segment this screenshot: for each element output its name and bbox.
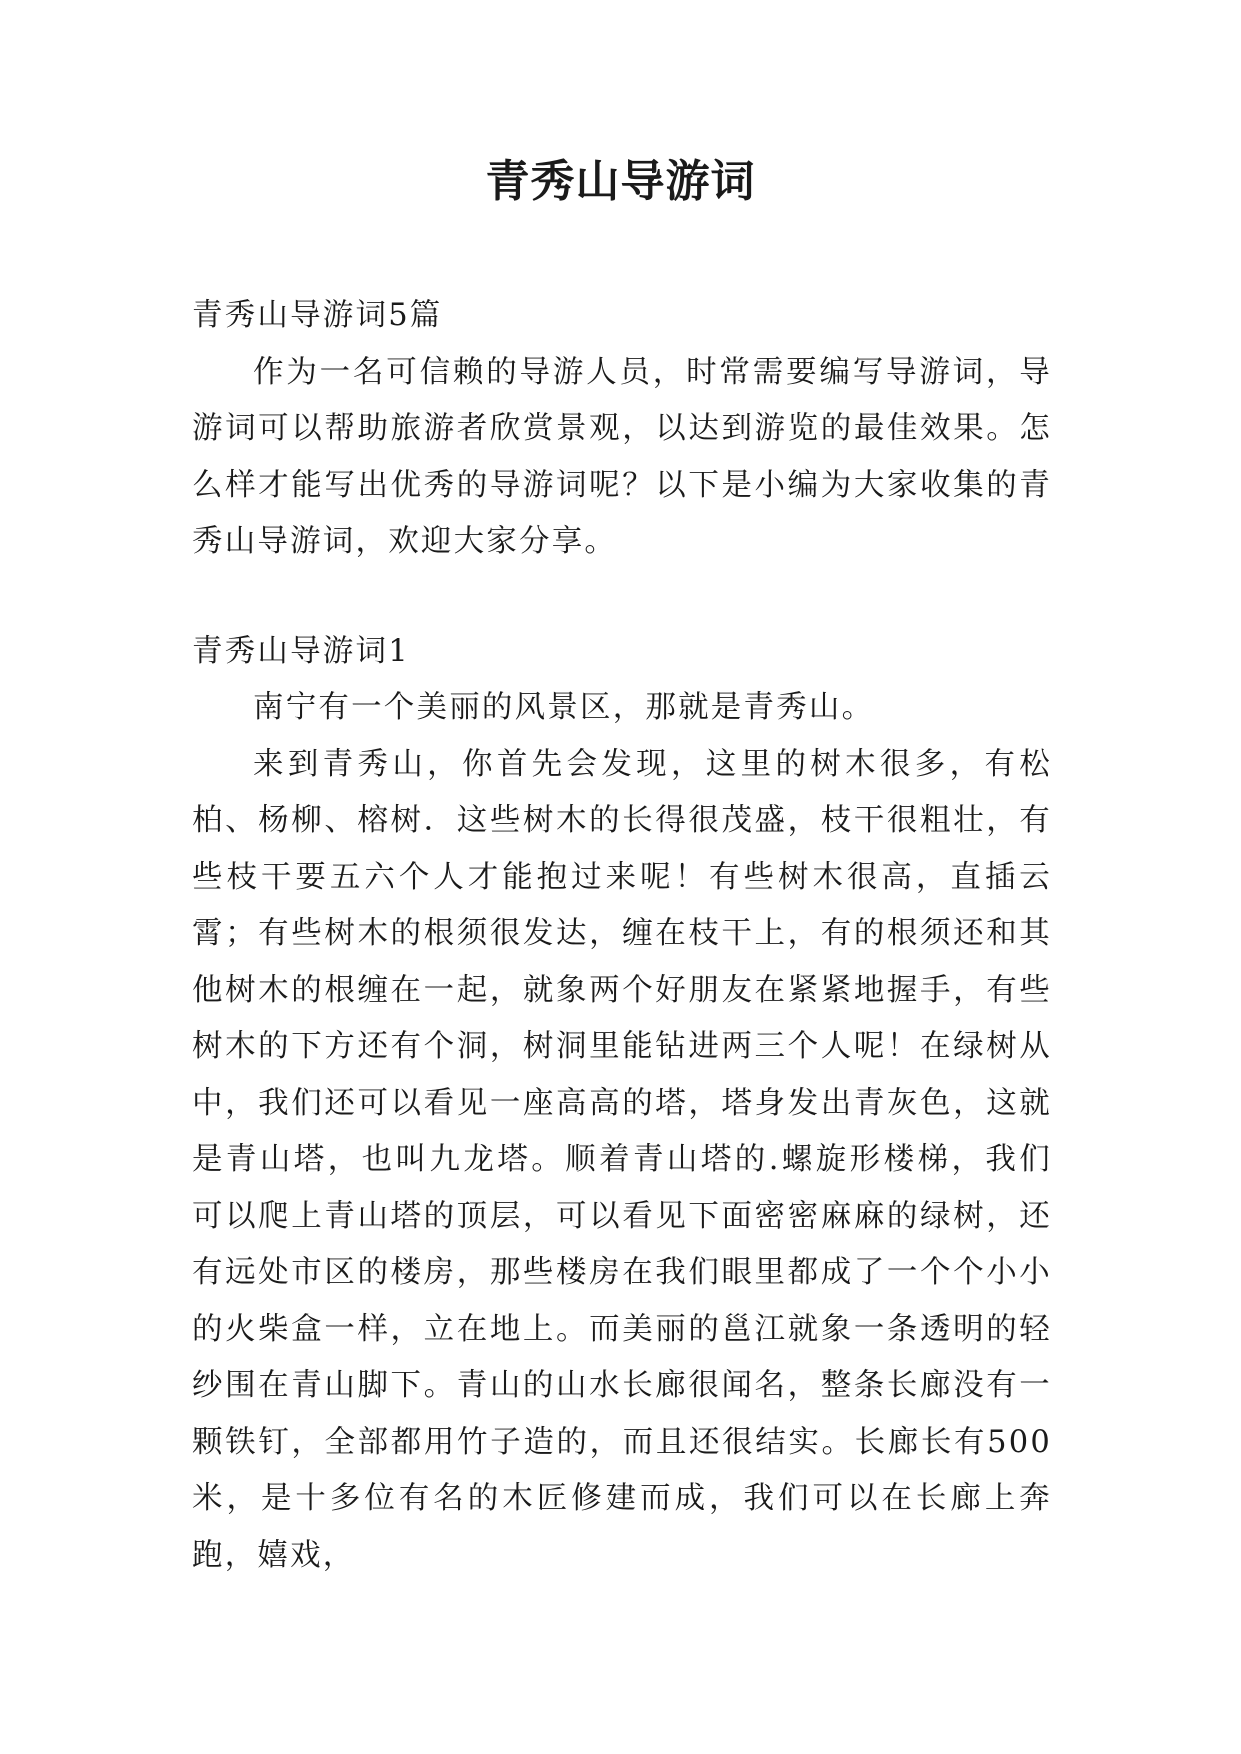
section-heading: 青秀山导游词1 bbox=[192, 633, 410, 669]
section-paragraph: 南宁有一个美丽的风景区，那就是青秀山。 bbox=[253, 690, 875, 725]
section-spacer bbox=[192, 571, 1052, 624]
document-subtitle: 青秀山导游词5篇 bbox=[192, 298, 443, 333]
intro-paragraph: 作为一名可信赖的导游人员，时常需要编写导游词，导游词可以帮助旅游者欣赏景观，以达到游览的最佳效果。怎么样才能写出优秀的导游词呢？以下是小编为大家收集的青秀山导游词，欢迎大家分享。 bbox=[192, 354, 1052, 559]
document-body bbox=[192, 288, 1052, 1584]
section-paragraph: 来到青秀山，你首先会发现，这里的树木很多，有松柏、杨柳、榕树．这些树木的长得很茂盛，枝干很粗壮，有些枝干要五六个人才能抱过来呢！有些树木很高，直插云霄；有些树木的根须很发达，缠在枝干上，有的根须还和其他树木的根缠在一起，就象两个好朋友在紧紧地握手，有些树木的下方还有个洞，树洞里能钻进两三个人呢！在绿树从中，我们还可以看见一座高高的塔，塔身发出青灰色，这就是青山塔，也叫九龙塔。顺着青山塔的.螺旋形楼梯，我们可以爬上青山塔的顶层，可以看见下面密密麻麻的绿树，还有远处市区的楼房，那些楼房在我们眼里都成了一个个小小的火柴盒一样，立在地上。而美丽的邕江就象一条透明的轻纱围在青山脚下。青山的山水长廊很闻名，整条长廊没有一颗铁钉，全部都用竹子造的，而且还很结实。长廊长有500米，是十多位有名的木匠修建而成，我们可以在长廊上奔跑，嬉戏， bbox=[192, 746, 1052, 1573]
document-title: 青秀山导游词 bbox=[485, 156, 756, 207]
